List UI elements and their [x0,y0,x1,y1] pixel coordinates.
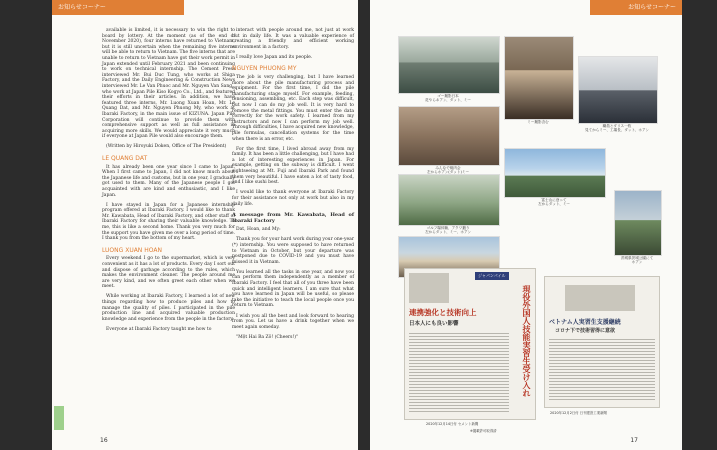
photo-group-2 [578,56,658,124]
clipping-headline-2: コロナ下で技術習得に意欲 [555,328,616,334]
left-column-2 [232,28,354,345]
paragraph: interact with people around me, not just at work but in daily life. It was a valuable experience of creating a friendly and efficient working environment in a factory. [232,28,354,50]
photo-golf [398,174,500,226]
section-header: お知らせコーナー [52,0,184,15]
paragraph: For the first time, I lived abroad away from my family. It has been a little challenging, but I have had a lot of interesting experiences in Japan. For example, getting on the subway is difficult. I went sightseeing at Mt. Fuji and Ibaraki Park and found them very beautiful. I have eaten a lot of tasty food, and I like sushi best. [232,146,354,186]
intern-name-le-quang-dat: LE QUANG DAT [102,154,148,162]
left-page [52,0,358,450]
paragraph: You learned all the tasks in one year, and now you can perform them independently as a member of Ibaraki Factory. I feel that all of you three have been quick and intelligent learners. I am sure that what you have learned in Japan will be useful, so please take the initiative to teach the local people once you return to Vietnam. [232,269,354,309]
photo-portrait [504,36,574,120]
photo-group-1 [398,36,500,94]
left-column-1 [102,28,235,337]
clipping-headline-1: ベトナム人実習生支援継続 [549,319,621,326]
clipping-body-text [409,331,509,413]
clipping-badge: ジャパンパイル [475,272,509,280]
paragraph: While working at Ibaraki Factory, I learned a lot of new things regarding how to produce piles and how to manage the quality of piles. I participated in the pile production line and acquired valuable production knowledge and experience from the people in the factory. [102,294,235,322]
photo-bbq [398,106,500,166]
paragraph: The job is very challenging, but I have learned more about the pile manufacturing process and equipment. For the first time, I did the pile manufacturing stage myself. For example, feeding, tensioning, assembling, etc. Each step was difficult, but now I can do my job well. It is very hard to remove the metal fittings. You must enter the data correctly for the work safety. I learned from my instructors and now I can perform my job well. Through difficulties, I have acquired new knowledge, pile formulas, cancellation systems for the time when there is an error, etc. [232,75,354,142]
clipping-photo [565,285,635,311]
paragraph: It has already been one year since I came to Japan. When I first came to Japan, I did not know much about the Japanese life and customs, but in one year, I gradually got used to them. Many of the Japanese people I got acquainted with are kind and enthusiastic, and I like Japan. [102,164,235,198]
intro-paragraph: available is limited, it is necessary to win the right to board by lottery. At the moment (as of the end of November 2020), four interns have returned to Vietnam, but it is still uncertain when the remaining five interns will be able to return to Vietnam. The five interns that are unable to return to Vietnam have got their work permit in Japan extended until February 2021 and been continuing to work on technical internship. The Cement Press interviewed Mr. Bui Duc Tung, who works at Shiga Factory, and the Daily Engineering & Construction News interviewed Mr. Le Van Phuoc and Mr. Nguyen Van Sang., who work at Japan Pile Kiso Kogyo Co., Ltd., and featured their efforts in their articles. In addition, we have featured three interns, Mr. Luong Xuan Hoan, Mr. Le Quang Dat, and Mr. Nguyen Phuong My, who work at Ibaraki Factory, in the main issue of KIZUNA. Japan Pile Corporation will continue to provide them with comprehensive support as well as full assistance in acquiring more skills. We would appreciate it very much if everyone at Japan Pile would also encourage them. [102,28,235,140]
green-corner-mark [54,406,64,430]
right-page [370,0,682,450]
clipping-caption: 2020年12月14日付 セメント新聞 [426,422,479,426]
intern-name-luong-xuan-hoan: LUONG XUAN HOAN [102,246,162,254]
photo-caption: 職員とダリス一枚 見てからミー、工場長、ダット、ホアン [584,124,650,133]
newspaper-clipping-cement [404,268,536,420]
clipping-photo [409,273,449,303]
photo-park [614,190,662,256]
photo-caption: ゴー撮影日本 花やらネアン、ダット、ミー [425,94,471,103]
byline: (Written by Hiroyuki Doken, Office of The President) [106,144,227,150]
paragraph: I would like to thank everyone at Ibaraki Factory for their assistance not only at work but also in my daily life. [232,190,354,207]
paragraph: Every weekend I go to the supermarket, which is very convenient as it has a lot of products. Every day I sort out and dispose of garbage according to the rules, which makes the environment cleaner. The people around me are very kind, and we often greet each other when we meet. [102,256,235,290]
paragraph: I wish you all the best and look forward to hearing from you. Let us have a drink together when we meet again someday. [232,313,354,330]
photo-mt-fuji [504,148,606,198]
clipping-headline-2: 日本人にも良い影響 [409,321,459,327]
clipping-headline-1: 連携強化と技術向上 [409,308,477,317]
photo-caption: ゴルフ場体験、アクワ鍛り 左からダット、ミー、ホアン [424,226,472,235]
photo-caption: 富士山に登って 左からダット、ミー [537,198,571,207]
paragraph: "Một Hai Ba Zô! (Cheers!)" [236,334,299,340]
clipping-source-note: ※掲載許可取得済 [470,429,497,433]
paragraph: I really love Japan and its people. [236,54,313,60]
photo-caption: ミー撮影含む [527,120,549,124]
clipping-side-headline: 現役外国人技能実習生受け入れ [522,285,531,397]
page-number: 17 [630,437,638,444]
photo-caption: 茨城県茨城公園にて ホアン [620,256,654,265]
intern-name-nguyen-phuong-my: NGUYEN PHUONG MY [232,65,297,73]
paragraph: I have stayed in Japan for a Japanese internship program offered at Ibaraki Factory. I would like to thank Mr. Kawabata, Head of Ibaraki Factory, and other staff of Ibaraki Factory for sharing their valuable knowledge. To me, this is like a second home. Thank you very much for the support you have given me over a long period of time. I thank you from the bottom of my heart. [102,202,235,242]
message-title: A message from Mr. Kawabata, Head of Ibaraki Factory [232,212,354,224]
paragraph: Everyone at Ibaraki Factory taught me how to [106,326,212,332]
paragraph: Thank you for your hard work during your one-year (*) internship. You were supposed to have returned to Vietnam in October, but your departure was postponed due to COVID-19 and you must have missed it in Vietnam. [232,237,354,265]
clipping-body-text [549,337,655,401]
newspaper-clipping-kensetsu [544,276,660,408]
section-header: お知らせコーナー [590,0,682,15]
clipping-caption: 2020年12月2日付 日刊建設工業新聞 [550,411,607,415]
photo-caption: みんなで焼肉会 左からホアン(ダット)ミー [426,166,470,175]
page-number: 16 [100,437,108,444]
paragraph: Dat, Hoan, and My: [236,227,281,233]
